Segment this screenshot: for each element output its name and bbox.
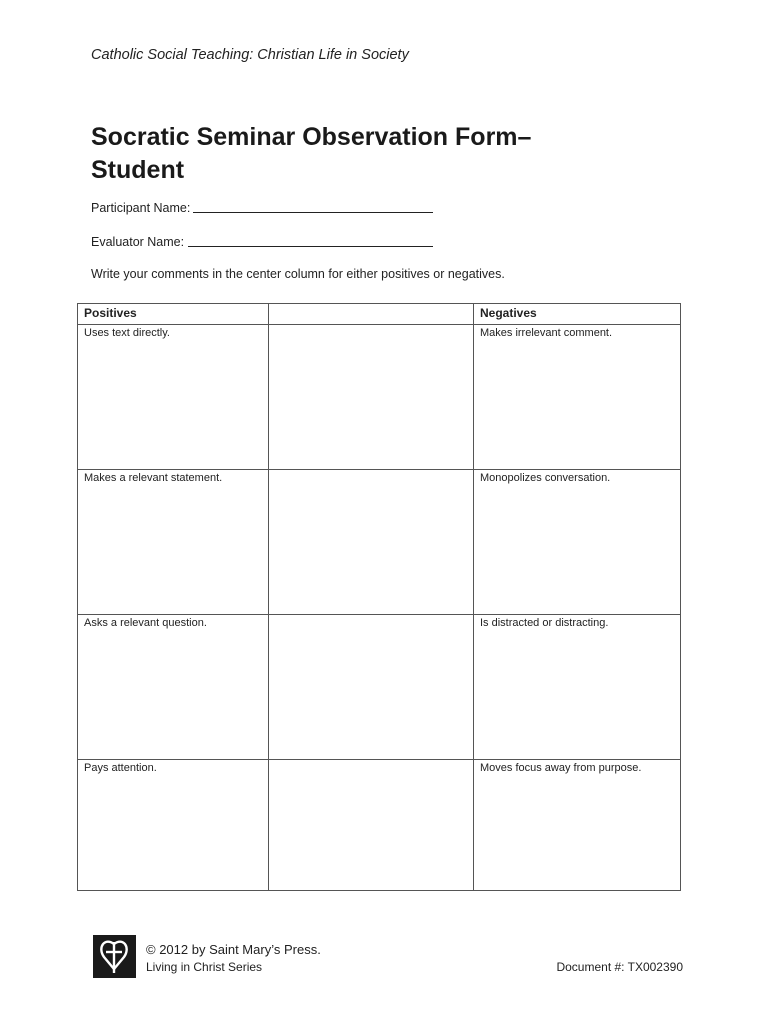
negative-cell: Is distracted or distracting. — [474, 615, 681, 760]
positive-cell: Pays attention. — [78, 760, 269, 891]
positive-cell: Asks a relevant question. — [78, 615, 269, 760]
title-line-2: Student — [91, 156, 185, 184]
negative-cell: Makes irrelevant comment. — [474, 325, 681, 470]
table-row — [78, 325, 681, 470]
copyright-text: © 2012 by Saint Mary’s Press. — [146, 942, 321, 957]
evaluator-name-label: Evaluator Name: — [91, 235, 185, 249]
table-row — [78, 470, 681, 615]
saint-marys-press-logo-icon — [93, 935, 136, 978]
table-row — [78, 615, 681, 760]
title-line-1: Socratic Seminar Observation Form– — [91, 123, 532, 151]
series-header: Catholic Social Teaching: Christian Life in Society — [91, 47, 409, 63]
evaluator-name-field[interactable] — [188, 246, 433, 247]
observation-table — [77, 303, 681, 891]
comments-header — [269, 304, 474, 325]
positive-cell: Makes a relevant statement. — [78, 470, 269, 615]
table-header-row — [78, 304, 681, 325]
positives-header: Positives — [78, 304, 269, 325]
comment-cell[interactable] — [269, 615, 474, 760]
participant-name-label: Participant Name: — [91, 201, 191, 215]
instructions-text: Write your comments in the center column for either positives or negatives. — [91, 267, 505, 281]
evaluator-name-row — [91, 235, 184, 249]
table-row — [78, 760, 681, 891]
page-title — [91, 121, 531, 187]
comment-cell[interactable] — [269, 325, 474, 470]
negative-cell: Moves focus away from purpose. — [474, 760, 681, 891]
negatives-header: Negatives — [474, 304, 681, 325]
comment-cell[interactable] — [269, 760, 474, 891]
participant-name-row — [91, 201, 190, 215]
participant-name-field[interactable] — [193, 212, 433, 213]
negative-cell: Monopolizes conversation. — [474, 470, 681, 615]
positive-cell: Uses text directly. — [78, 325, 269, 470]
comment-cell[interactable] — [269, 470, 474, 615]
series-name: Living in Christ Series — [146, 960, 263, 974]
document-number: Document #: TX002390 — [556, 960, 683, 974]
